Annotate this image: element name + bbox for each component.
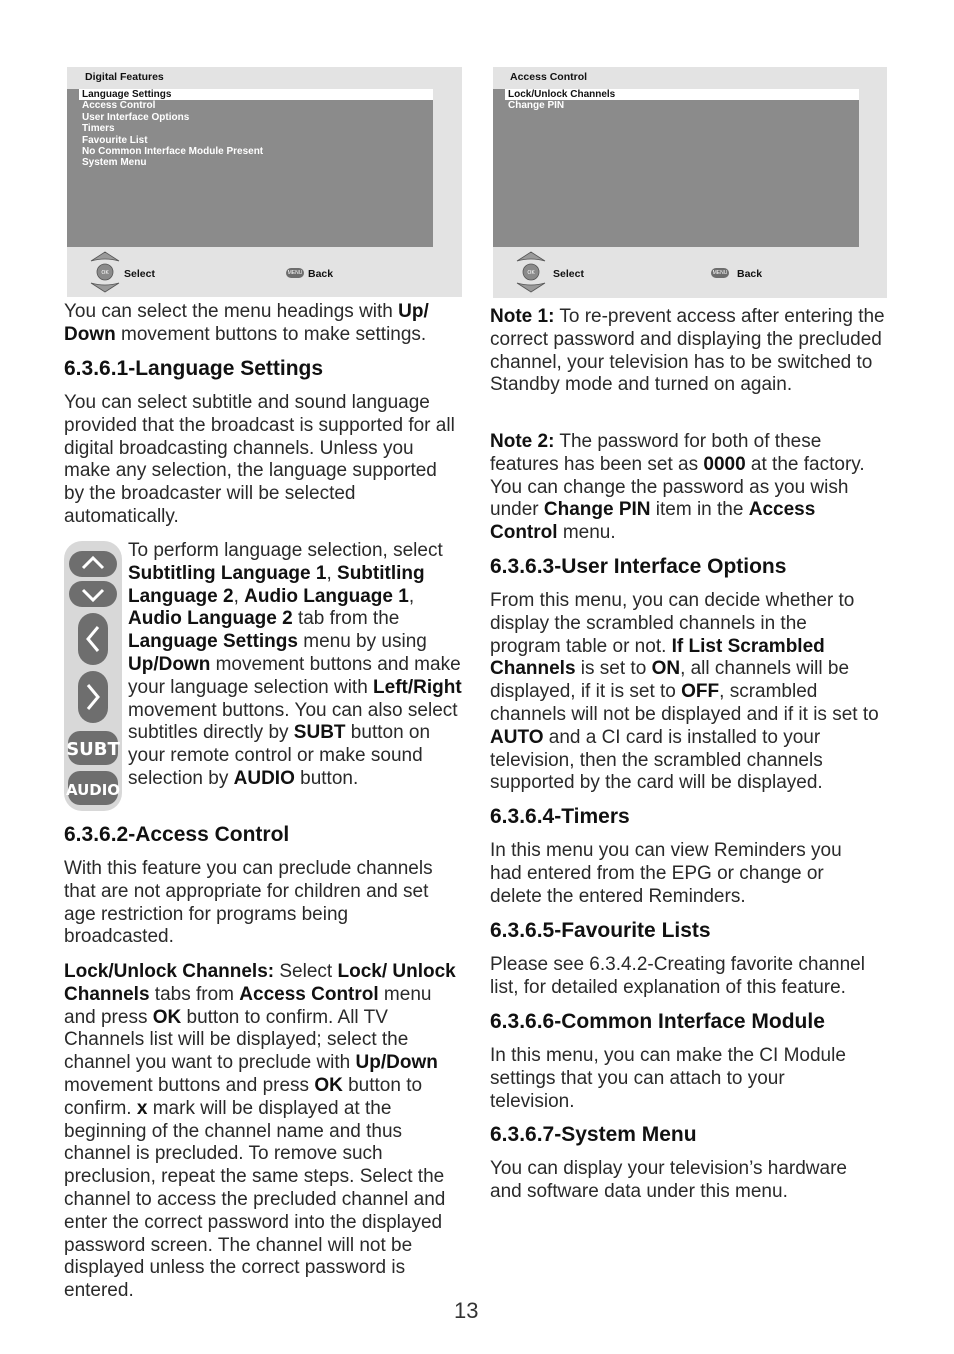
menu-item-language-settings[interactable]: Language Settings [79,89,433,100]
menu-item-favourite-list[interactable]: Favourite List [82,134,148,146]
screen-footer [493,247,887,298]
digital-features-screen [67,67,462,297]
screen-footer [67,247,462,298]
heading-system-menu: 6.3.6.7-System Menu [490,1123,697,1146]
screen-title: Digital Features [85,71,164,83]
menu-panel [493,89,859,247]
menu-item-timers[interactable]: Timers [82,123,115,135]
subt-button-label: SUBT [66,739,120,760]
heading-timers: 6.3.6.4-Timers [490,805,630,828]
menu-item-change-pin[interactable]: Change PIN [508,100,565,112]
nav-pad-icon [513,249,549,295]
nav-pad-icon [87,249,123,295]
ok-label: OK [101,270,109,276]
heading-language-settings: 6.3.6.1-Language Settings [64,357,324,380]
menu-button-icon: MENU [287,270,303,276]
common-interface-paragraph: In this menu, you can make the CI Module settings that you can attach to your television. [490,1045,846,1112]
user-interface-paragraph: From this menu, you can decide whether to display the scrambled channels in the program table or not. If List Scrambled Channels is set to ON, all channels will be displayed, if it is set to OFF, scrambled channels will not be displayed and if it is set to AUTO and a CI card is installed to your television, then the scrambled channels supported by the card will be displayed. [490,590,879,794]
timers-paragraph: In this menu you can view Reminders you had entered from the EPG or change or delete the entered Reminders. [490,840,842,907]
access-control-screen [493,67,887,298]
menu-item-lock-unlock-channels[interactable]: Lock/Unlock Channels [505,89,859,100]
access-control-paragraph: With this feature you can preclude channels that are not appropriate for children and set age restriction for programs being broadcasted. [64,858,433,948]
menu-item-access-control[interactable]: Access Control [82,100,156,112]
menu-button-icon: MENU [712,270,728,276]
select-label: Select [553,268,584,280]
language-paragraph: You can select subtitle and sound language provided that the broadcast is supported for all digital broadcasting channels. Unless you make any selection, the language supported by the broadcaster will be selected automatically. [64,392,455,527]
menu-item-system-menu[interactable]: System Menu [82,157,147,169]
system-menu-paragraph: You can display your television’s hardware and software data under this menu. [490,1158,847,1202]
intro-paragraph: You can select the menu headings with Up/ Down movement buttons to make settings. [64,301,429,345]
back-label: Back [737,268,763,280]
note-1-paragraph: Note 1: To re-prevent access after entering the correct password and displaying the precluded channel, your television has to be switched to Standby mode and turned on again. [490,306,885,396]
page-number: 13 [454,1298,479,1323]
favourite-lists-paragraph: Please see 6.3.4.2-Creating favorite channel list, for detailed explanation of this feature. [490,954,865,998]
remote-buttons-icon [64,541,122,811]
menu-list [79,89,433,169]
ok-label: OK [527,270,535,276]
menu-item-user-interface-options[interactable]: User Interface Options [82,111,190,123]
note-2-paragraph: Note 2: The password for both of these features has been set as 0000 at the factory. You can change the password as you wish under Change PIN item in the Access Control menu. [490,431,865,544]
heading-access-control: 6.3.6.2-Access Control [64,823,290,846]
menu-list [505,89,859,112]
lock-unlock-paragraph: Lock/Unlock Channels: Select Lock/ Unlock Channels tabs from Access Control menu and press OK button to confirm. All TV Channels list will be displayed; select the channel you want to preclude with Up/Down movement buttons and press OK button to confirm. x mark will be displayed at the beginning of the channel name and thus channel is precluded. To remove such preclusion, repeat the same steps. Select the channel to access the precluded channel and enter the correct password into the displayed password screen. The channel will not be displayed unless the correct password is entered. [64,961,456,1302]
remote-buttons-illustration [64,541,122,811]
screen-title: Access Control [510,71,588,83]
menu-panel [67,89,433,247]
audio-button-label: AUDIO [65,781,121,799]
back-label: Back [308,268,334,280]
heading-common-interface-module: 6.3.6.6-Common Interface Module [490,1010,825,1033]
menu-item-common-interface[interactable]: No Common Interface Module Present [82,146,264,158]
select-label: Select [124,268,155,280]
heading-favourite-lists: 6.3.6.5-Favourite Lists [490,919,711,942]
language-selection-paragraph: To perform language selection, select Subtitling Language 1, Subtitling Language 2, Audio Language 1, Audio Language 2 tab from the Language Settings menu by using Up/Down movement buttons and make your language selection with Left/Right movement buttons. You can also select subtitles directly by SUBT button on your remote control or make sound selection by AUDIO button. [128,540,462,789]
heading-user-interface-options: 6.3.6.3-User Interface Options [490,555,787,578]
